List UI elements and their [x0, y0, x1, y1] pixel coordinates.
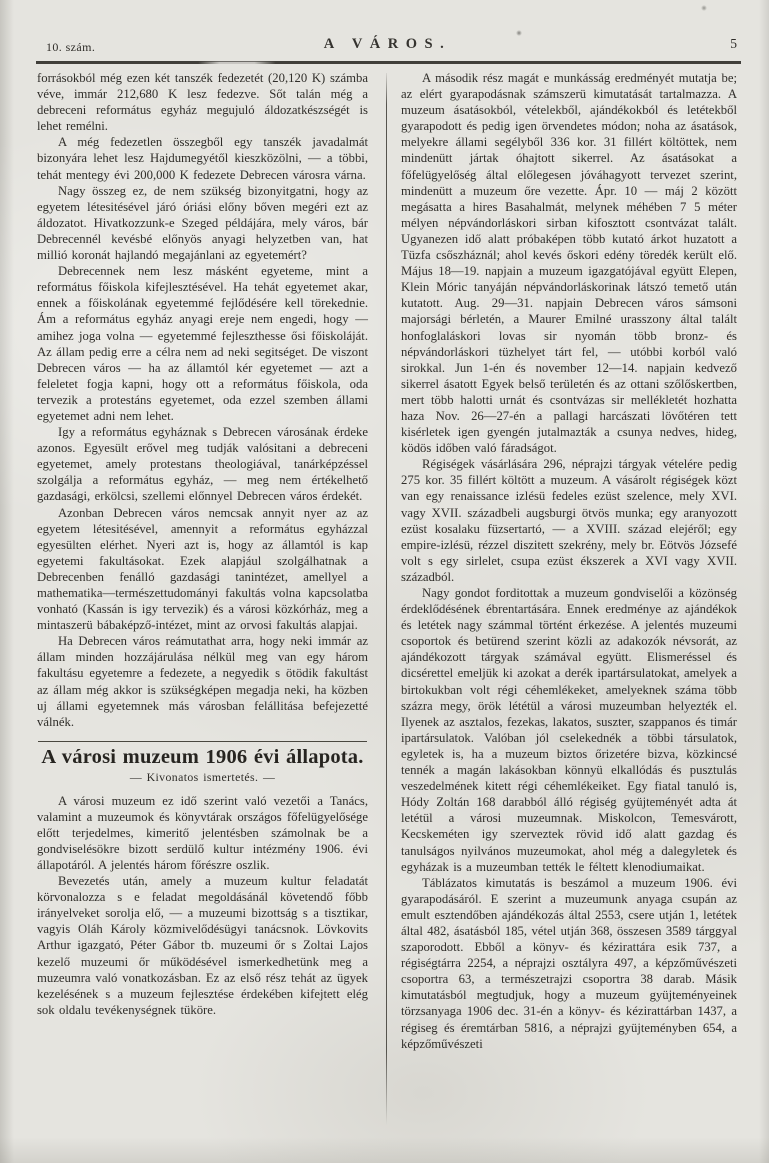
article-paragraph: Ha Debrecen város reámutathat arra, hogy neki immár az állam minden hozzájárulása nélkül meg van egy három fakultásu egyetemre a fedezete, a negyedik s ötödik fakultást az állam még akkor is szükségképen megadja neki, ha közben uj állami egyetemnek más városban felállitása befejezetté válnék. [37, 634, 368, 729]
article-paragraph: forrásokból még ezen két tanszék fedezetét (20,120 K) számba véve, immár 212,680 K lesz fedezve. Sőt talán még a debreceni református egyház megujuló áldozatkészségét is lehet remélni. [37, 71, 368, 134]
article-paragraph: Nagy összeg ez, de nem szükség bizonyitgatni, hogy az egyetem létesitésével járó óriási előny bőven megéri ezt az áldozatot. Hivatkozzunk-e Szeged példájára, mely város, bár Debrecennél kevésbé előnyös anyagi helyzetben van, hat millió koronát hajlandó megajánlani az egyetemért? [37, 183, 368, 263]
header-rule [36, 61, 741, 64]
left-column [37, 70, 368, 1018]
article-paragraph: Bevezetés után, amely a muzeum kultur feladatát körvonalozza s e feladat megoldásánál követendő főbb irányelveket sorolja elő, — a muzeumi bizottság s a tisztikar, vagyis Oláh Károly közmivelődésügyi tanácsnok. Lövkovits Arthur igazgató, Péter Gábor tb. muzeumi őr s Zoltai Lajos kezelő muzeumi őr működésével ismerkedhetünk meg a muzeumra való vonatkozásban. Ez az első rész tehát az ügyek kezelésének s a muzeum fejlesztése érdekében kifejtett elég sok oldalu tevékenységnek tüköre. [37, 874, 368, 1017]
article-paragraph: Debrecennek nem lesz másként egyeteme, mint a református főiskola kifejlesztésével. Ha tehát egyetemet akar, ennek a főiskolának egyetemmé fejlődésére kell törekednie. Ám a református egyház anyagi ereje nem engedi, hogy — amihez joga volna — egyetemmé fejleszthesse ősi főiskoláját. Az állam pedig erre a célra nem ad neki segitséget. De viszont Debrecen város — ha az államtól kér egyetemet — azt a feleletet fogja kapni, hogy ott a református főiskola, oda tervezik a protestáns egyetemet, oda ezzel szemben állami egyetemet adni nem lehet. [37, 264, 368, 423]
right-column [401, 70, 737, 1052]
article-paragraph: A második rész magát e munkásság eredményét mutatja be; az elért gyarapodásnak számszerü kimutatását tartalmazza. A muzeum ásatásokból, vételekből, ajándékokból és letétekből gyarapodott és pedig igen örvendetes módon; noha az ásatások, melyekre állami segélyből 336 kor. 31 fillért költöttek, nem mindenütt jártak óhajtott sikerrel. Az ásatásokat a főfelügyelőség által előlegesen jóváhagyott tervezet szerint, mindenütt a muzeum őre vezette. Ápr. 10 — máj 2 között megásatta a hires Basahalmát, melynek méhében 7 5 méter mélyen népvándorláskori sirban kifosztott csontvázat talált. Ugyanezen idő alatt próbaképen több kutató árkot huzatott a Tüzfa csőszháznál; ahol kevés őskori edény töredék került elő. Május 18—19. napjain a muzeum igazgatójával együtt Elepen, Klein Móric tanyáján népvándorláskorinak látszó temető után kutatott. Aug. 29—31. napjain Debrecen város sámsoni majorsági bérletén, a Maurer Emilné urasszony által talált honfoglaláskori lovas sir nyomán több bronz- és népvándorláskori tüzhelyet tárt fel, — utóbbi korból való sirokkal. Jun 1-én és november 12—14. napjain kedvező sikerrel ásatott Egyek belső területén és az ottani szőlőskertben, mert több halotti urnát és csontvázas sir mellékletét hozhatta haza Nov. 26—27-én a pallagi harcászati lövőtéren tett kisérletek igen gyengén jutalmazták a csunya nedves, hideg, ködös időben való fáradságot. [401, 71, 737, 456]
issue-number: 10. szám. [46, 40, 96, 54]
article-title: A városi muzeum 1906 évi állapota. [41, 746, 364, 769]
page-number: 5 [730, 36, 737, 51]
article-paragraph: A még fedezetlen összegből egy tanszék javadalmát bizonyára lehet lesz Hajdumegyétől kieszközölni, — a többi, tehát mentegy évi 200,000 K fedezete Debrecen városra várna. [37, 135, 368, 182]
article-paragraph: Igy a református egyháznak s Debrecen városának érdeke azonos. Egyesült erővel meg tudják valósitani a debreceni egyetemet, amely protestans theologiával, tanárképzéssel szolgálja a református egyház, — meg nem értékelhető gazdasági, erkölcsi, szellemi előnnyel Debrecen város érdekét. [37, 425, 368, 504]
page-header [36, 34, 739, 58]
article-separator-rule [38, 741, 367, 743]
article-paragraph: Régiségek vásárlására 296, néprajzi tárgyak vételére pedig 275 kor. 35 fillért költött a muzeum. A vásárolt régiségek közt van egy renaissance izlésü fedeles ezüst szelence, mely XVI. vagy XVII. századbeli augsburgi ötvös munka; egy aranyozott ezüst kosalaku füzsertartó, — a XVIII. század elejéről; egy empire-izlésü, rézzel diszitett szekrény, mely br. Eötvös Józsefé volt s egy sirlelet, csupa ezüst ékszerek a XVI vagy XVII. századból. [401, 457, 737, 584]
article-paragraph: Táblázatos kimutatás is beszámol a muzeum 1906. évi gyarapodásáról. E szerint a muzeumunk anyaga csupán az emult esztendőben ajándékozás által 2553, csere utján 1, letétek által 482, ásatásból 185, vétel utján 368, összesen 3589 tárggyal szaporodott. Ebből a könyv- és kézirattára esik 737, a régiségtárra 2254, a néprajzi osztályra 497, a képzőművészeti csoportra 63, a természetrajzi csoportra 38 darab. Másik kimutatásból megtudjuk, hogy a muzeum gyüjteményeinek törzsanyaga 1906 dec. 31-én a könyv- és kézirattárban 1437, a régiseg és éremtárban 5816, a néprajzi gyüjteményben 654, a képzőművészeti [401, 875, 737, 1051]
journal-masthead: A VÁROS. [323, 36, 452, 52]
article-subtitle: — Kivonatos ismertetés. — [129, 769, 276, 784]
column-divider-rule [386, 73, 387, 1125]
article-paragraph: Azonban Debrecen város nemcsak annyit nyer az az egyetem létesitésével, amennyit a református egyházzal egyesülten elérhet. Nyeri azt is, hogy az államtól is kap egyetemi fakultásokat. Ezek alapjául szolgálhatnak a Debrecenben fenálló gazdasági tanintézet, amellyel a mathematika—természettudományi fakultás volna kapcsolatba vonható (Kassán is igy tervezik) és a városi közkórház, meg a mintaszerü bábaképző-intézet, mint az orvosi fakultás alapjai. [37, 505, 368, 633]
article-paragraph: A városi muzeum ez idő szerint való vezetői a Tanács, valamint a muzeumok és könyvtárak országos főfelügyelősége előtt terjedelmes, kimeritő jelentésben számolnak be a gondviselésökre bizott serdülő kultur intézmény 1906. évi állapotáról. A jelentés három főrészre oszlik. [37, 793, 368, 872]
article-paragraph: Nagy gondot forditottak a muzeum gondviselői a közönség érdeklődésének ébrentartására. Ennek eredménye az ajándékok és letétek nagy számmal történt érkezése. A jelentés muzeumi csoportok és betürend szerint közli az adakozók névsorát, az ajándékozott tárgyak számával együtt. Elismeréssel és dicsérettel emeljük ki azokat a derék ipartársulatokat, amelyek a birtokukban volt régi céhemlékeket, amelyeknek száma több százra megy, örök lététül a városi muzeumban helyezték el. Ilyenek az asztalos, fezekas, lakatos, suszter, szappanos és timár ipartársulatok. Valóban jól cselekednék a többi társulatok, egyletek is, ha a muzeum biztos őrizetére bizva, közkincsé tennék a magán lakásokban könnyü elkallódás és pusztulás veszedelmének kitett régi céhemlékeiket. Egy fiatal tanuló is, Hódy Zoltán 168 darabból álló régiség gyüjteményét adta át letétül a városi muzeumnak. Miskolcon, Temesvárott, Kecskeméten igy szerveztek rövid idő alatt gazdag és tanulságos nyilvános muzeumokat, ahol még a dalegyletek és egyházak is a muzeumban tették le féltett klenodiumaikat. [401, 586, 737, 874]
